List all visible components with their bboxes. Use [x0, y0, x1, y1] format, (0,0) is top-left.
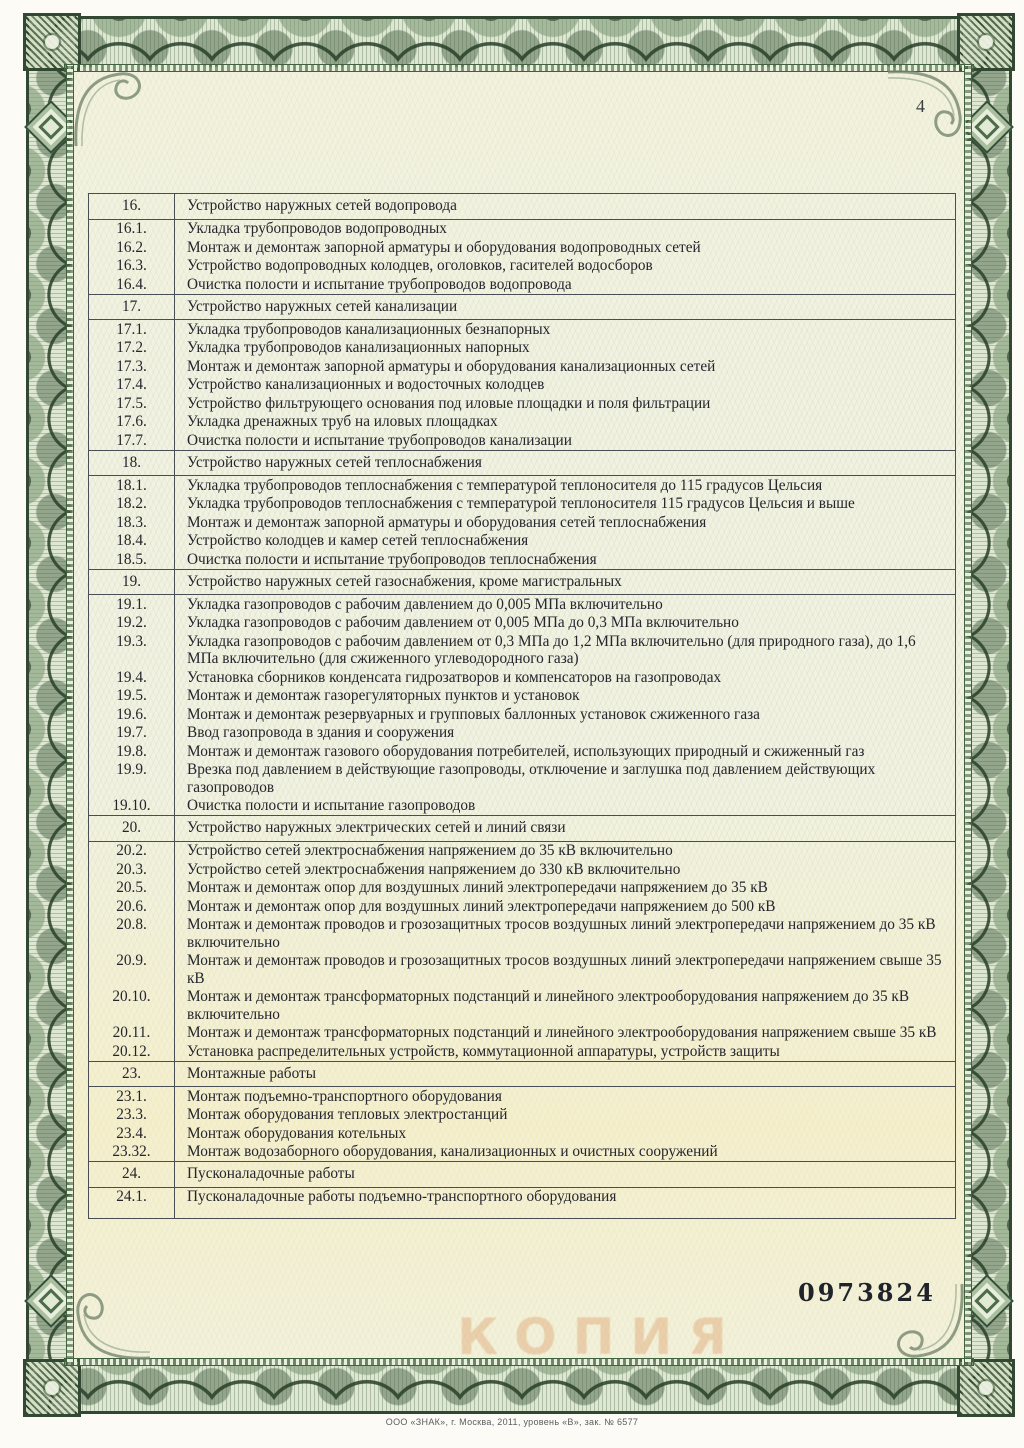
section-row [89, 569, 955, 596]
row-text: Монтажные работы [187, 1064, 316, 1082]
frame-corner-ornament [23, 1359, 81, 1417]
item-row [89, 513, 955, 532]
works-table [88, 193, 956, 1219]
row-number: 19.3. [89, 632, 175, 668]
row-number: 17.5. [89, 394, 175, 413]
section-items-group [89, 1188, 955, 1207]
frame-corner-ornament [957, 1359, 1015, 1417]
section-row [89, 450, 955, 477]
item-row [89, 860, 955, 879]
printer-imprint: ООО «ЗНАК», г. Москва, 2011, уровень «В», зак. № 6577 [385, 1417, 639, 1427]
item-row [89, 761, 955, 797]
row-text: Монтаж и демонтаж запорной арматуры и оборудования сетей теплоснабжения [187, 513, 707, 531]
row-text: Монтаж и демонтаж газового оборудования потребителей, использующих природный и сжиженный газ [187, 742, 865, 760]
row-number: 16. [89, 194, 175, 219]
item-row [89, 257, 955, 276]
row-number: 20.3. [89, 860, 175, 879]
row-number: 23.1. [89, 1087, 175, 1106]
item-row [89, 1188, 955, 1207]
item-row [89, 1124, 955, 1143]
row-number: 19.5. [89, 687, 175, 706]
row-number: 16.3. [89, 257, 175, 276]
row-number: 24.1. [89, 1188, 175, 1207]
row-number: 20.10. [89, 988, 175, 1024]
row-text: Монтаж и демонтаж трансформаторных подстанций и линейного электрооборудования напряжением свыше 35 кВ [187, 1024, 937, 1041]
row-number: 20. [89, 816, 175, 841]
item-row [89, 897, 955, 916]
item-row [89, 952, 955, 988]
row-number: 23.4. [89, 1124, 175, 1143]
row-text: Монтаж и демонтаж газорегуляторных пунктов и установок [187, 687, 580, 704]
row-text: Очистка полости и испытание газопроводов [187, 797, 476, 814]
section-row [89, 1061, 955, 1088]
item-row [89, 476, 955, 495]
row-number: 20.8. [89, 916, 175, 952]
item-row [89, 413, 955, 432]
row-text: Укладка газопроводов с рабочим давлением до 0,005 МПа включительно [187, 595, 663, 613]
row-text: Устройство наружных электрических сетей и линий связи [187, 819, 566, 836]
row-text: Монтаж водозаборного оборудования, канализационных и очистных сооружений [187, 1143, 718, 1160]
section-items-group [89, 220, 955, 294]
item-row [89, 724, 955, 743]
page-number: 4 [916, 96, 925, 116]
item-row [89, 632, 955, 668]
row-number: 19.8. [89, 742, 175, 761]
row-number: 19.9. [89, 761, 175, 797]
beaded-rule-right [964, 64, 972, 1366]
table-bottom-spacer [89, 1206, 955, 1218]
row-text: Укладка дренажных труб на иловых площадках [187, 413, 498, 430]
row-number: 16.4. [89, 275, 175, 294]
section-items-group [89, 842, 955, 1061]
row-text: Устройство канализационных и водосточных колодцев [187, 376, 545, 393]
row-number: 19.4. [89, 668, 175, 687]
row-number: 19.7. [89, 724, 175, 743]
section-items-group [89, 595, 955, 815]
frame-corner-ornament [23, 13, 81, 71]
row-text: Установка сборников конденсата гидрозатворов и компенсаторов на газопроводах [187, 668, 722, 686]
row-text: Монтаж и демонтаж резервуарных и групповых баллонных установок сжиженного газа [187, 705, 760, 723]
row-text: Устройство наружных сетей теплоснабжения [187, 453, 482, 471]
section-row [89, 194, 955, 220]
row-number: 17.7. [89, 431, 175, 450]
item-row [89, 988, 955, 1024]
row-number: 23. [89, 1062, 175, 1087]
item-row [89, 238, 955, 257]
section-items-group [89, 320, 955, 450]
item-row [89, 220, 955, 239]
section-row [89, 294, 955, 321]
row-number: 18.4. [89, 532, 175, 551]
item-row [89, 1024, 955, 1043]
item-row [89, 1087, 955, 1106]
row-number: 19.2. [89, 614, 175, 633]
row-number: 19.1. [89, 595, 175, 614]
row-text: Очистка полости и испытание трубопроводов теплоснабжения [187, 550, 597, 568]
item-row [89, 1042, 955, 1061]
item-row [89, 879, 955, 898]
row-text: Укладка трубопроводов водопроводных [187, 220, 447, 237]
row-number: 23.32. [89, 1143, 175, 1162]
copy-watermark: КОПИЯ [457, 1308, 743, 1366]
item-row [89, 916, 955, 952]
row-text: Устройство наружных сетей газоснабжения, кроме магистральных [187, 572, 622, 590]
item-row [89, 495, 955, 514]
row-text: Пусконаладочные работы подъемно-транспортного оборудования [187, 1188, 617, 1205]
frame-corner-ornament [957, 13, 1015, 71]
row-text: Устройство сетей электроснабжения напряжением до 35 кВ включительно [187, 842, 673, 859]
item-row [89, 668, 955, 687]
row-number: 19.6. [89, 705, 175, 724]
section-row [89, 1161, 955, 1188]
item-row [89, 742, 955, 761]
item-row [89, 431, 955, 450]
item-row [89, 687, 955, 706]
row-text: Установка распределительных устройств, коммутационной аппаратуры, устройств защиты [187, 1042, 780, 1060]
row-text: Устройство сетей электроснабжения напряжением до 330 кВ включительно [187, 860, 681, 878]
item-row [89, 376, 955, 395]
row-number: 18.5. [89, 550, 175, 569]
row-text: Укладка газопроводов с рабочим давлением от 0,3 МПа до 1,2 МПа включительно (для природного газа), до 1,6 МПа включительно (для сжиженного углеводородного газа) [187, 632, 916, 667]
row-number: 18.3. [89, 513, 175, 532]
scroll-flourish-icon [70, 66, 154, 150]
item-row [89, 595, 955, 614]
row-text: Монтаж оборудования котельных [187, 1124, 407, 1142]
item-row [89, 394, 955, 413]
row-text: Монтаж и демонтаж трансформаторных подстанций и линейного электрооборудования напряжением до 35 кВ включительно [187, 988, 910, 1023]
row-text: Укладка трубопроводов канализационных напорных [187, 339, 530, 356]
row-text: Укладка трубопроводов канализационных безнапорных [187, 320, 551, 338]
row-number: 18.2. [89, 495, 175, 514]
row-number: 20.6. [89, 897, 175, 916]
serial-number: 0973824 [798, 1278, 936, 1307]
row-number: 16.2. [89, 238, 175, 257]
row-number: 18. [89, 451, 175, 476]
row-text: Пусконаладочные работы [187, 1165, 355, 1182]
scroll-flourish-icon [70, 1280, 154, 1364]
row-text: Укладка трубопроводов теплоснабжения с температурой теплоносителя до 115 градусов Цельсия [187, 476, 823, 494]
row-text: Укладка газопроводов с рабочим давлением от 0,005 МПа до 0,3 МПа включительно [187, 614, 739, 631]
section-items-group [89, 476, 955, 569]
row-number: 23.3. [89, 1106, 175, 1125]
row-text: Устройство колодцев и камер сетей теплоснабжения [187, 532, 529, 549]
row-number: 20.12. [89, 1042, 175, 1061]
row-text: Монтаж и демонтаж опор для воздушных линий электропередачи напряжением до 35 кВ [187, 879, 768, 896]
item-row [89, 614, 955, 633]
row-number [89, 1206, 175, 1218]
row-number: 17.2. [89, 339, 175, 358]
row-number: 20.11. [89, 1024, 175, 1043]
row-text: Монтаж и демонтаж запорной арматуры и оборудования канализационных сетей [187, 357, 716, 375]
row-text: Монтаж и демонтаж проводов и грозозащитных тросов воздушных линий электропередачи напряжением свыше 35 кВ [187, 952, 942, 987]
row-number: 19. [89, 570, 175, 595]
beaded-rule-left [66, 64, 74, 1366]
row-number: 16.1. [89, 220, 175, 239]
row-text: Укладка трубопроводов теплоснабжения с температурой теплоносителя 115 градусов Цельсия и выше [187, 495, 855, 512]
item-row [89, 1106, 955, 1125]
beaded-rule-top [64, 64, 974, 72]
row-number: 24. [89, 1162, 175, 1187]
row-number: 17.1. [89, 320, 175, 339]
row-text: Монтаж оборудования тепловых электростанций [187, 1106, 508, 1123]
row-number: 17. [89, 295, 175, 320]
row-number: 17.4. [89, 376, 175, 395]
row-text: Очистка полости и испытание трубопроводов канализации [187, 431, 572, 449]
item-row [89, 320, 955, 339]
row-text: Устройство фильтрующего основания под иловые площадки и поля фильтрации [187, 394, 711, 412]
section-row [89, 815, 955, 842]
row-text: Устройство водопроводных колодцев, оголовков, гасителей водосборов [187, 257, 653, 274]
row-text: Монтаж и демонтаж запорной арматуры и оборудования водопроводных сетей [187, 238, 701, 256]
row-text: Очистка полости и испытание трубопроводов водопровода [187, 275, 572, 293]
row-text: Устройство наружных сетей водопровода [187, 197, 457, 214]
item-row [89, 842, 955, 861]
row-text: Ввод газопровода в здания и сооружения [187, 724, 455, 741]
item-row [89, 357, 955, 376]
row-text: Монтаж и демонтаж проводов и грозозащитных тросов воздушных линий электропередачи напряжением до 35 кВ включительно [187, 916, 936, 951]
row-number: 20.9. [89, 952, 175, 988]
row-text: Монтаж и демонтаж опор для воздушных линий электропередачи напряжением до 500 кВ [187, 897, 776, 915]
item-row [89, 797, 955, 816]
item-row [89, 275, 955, 294]
row-number: 19.10. [89, 797, 175, 816]
row-number: 17.3. [89, 357, 175, 376]
scroll-flourish-icon [884, 66, 968, 150]
row-number: 18.1. [89, 476, 175, 495]
item-row [89, 1143, 955, 1162]
row-number: 20.2. [89, 842, 175, 861]
item-row [89, 532, 955, 551]
row-text: Устройство наружных сетей канализации [187, 297, 458, 315]
item-row [89, 550, 955, 569]
section-items-group [89, 1087, 955, 1161]
row-text: Врезка под давлением в действующие газопроводы, отключение и заглушка под давлением действующих газопроводов [187, 761, 876, 796]
item-row [89, 339, 955, 358]
row-number: 20.5. [89, 879, 175, 898]
row-text: Монтаж подъемно-транспортного оборудования [187, 1087, 502, 1105]
item-row [89, 705, 955, 724]
row-number: 17.6. [89, 413, 175, 432]
